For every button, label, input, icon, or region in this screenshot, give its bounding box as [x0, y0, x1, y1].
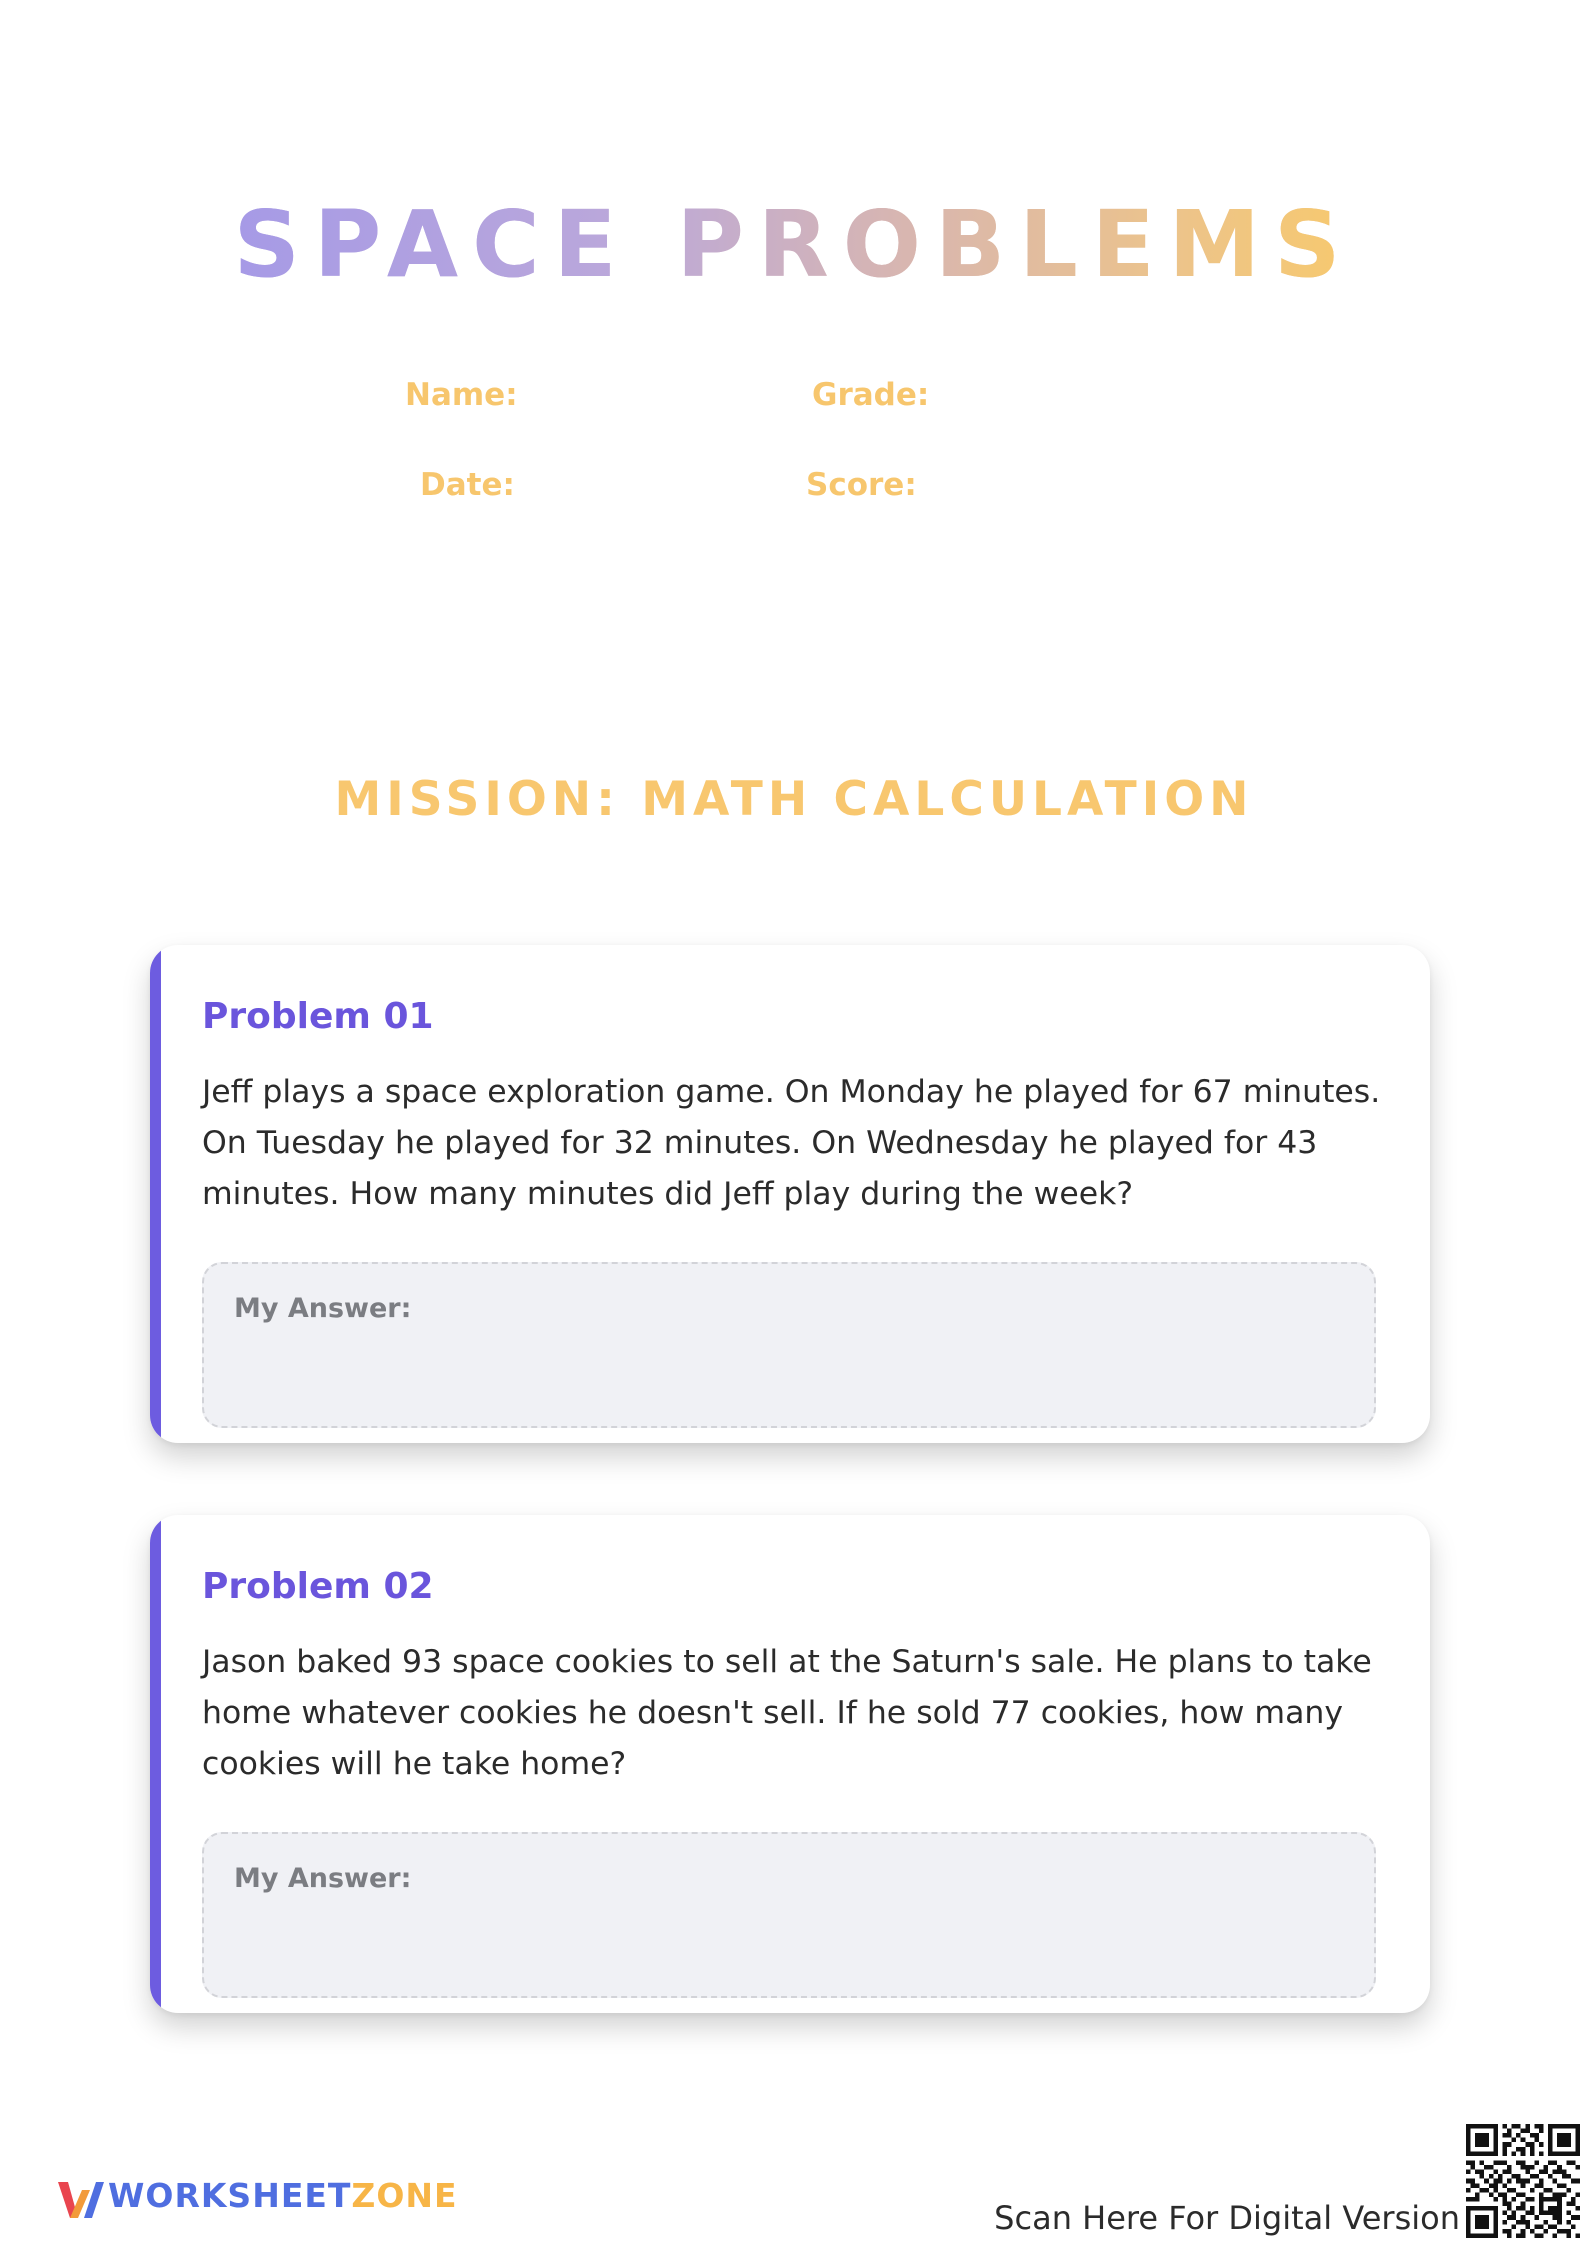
problem-text: Jeff plays a space exploration game. On Monday he played for 67 minutes. On Tuesday he played for 32 minutes. On Wednesday he played for 43 minutes. How many minutes did Jeff play during the week?: [202, 1074, 1381, 1212]
brand-name: [108, 2176, 458, 2216]
problem-title: Problem 02: [202, 1566, 434, 1607]
date-label: Date:: [420, 467, 515, 503]
scan-instruction: Scan Here For Digital Version: [994, 2199, 1460, 2237]
grade-label: Grade:: [812, 377, 930, 413]
score-label: Score:: [806, 467, 917, 503]
answer-label: My Answer:: [234, 1293, 412, 1324]
card-accent-bar: [150, 1515, 161, 2013]
problem-card-2: [150, 1515, 1430, 2013]
name-label: Name:: [405, 377, 518, 413]
qr-code-icon[interactable]: [1466, 2124, 1580, 2238]
answer-field[interactable]: [202, 1262, 1376, 1428]
answer-label: My Answer:: [234, 1863, 412, 1894]
answer-field[interactable]: [202, 1832, 1376, 1998]
page-title-text: SPACE PROBLEMS: [233, 191, 1355, 298]
problem-text: Jason baked 93 space cookies to sell at the Saturn's sale. He plans to take home whatever cookies he doesn't sell. If he sold 77 cookies, how many cookies will he take home?: [202, 1644, 1372, 1782]
problem-title: Problem 01: [202, 996, 434, 1037]
brand-name-part1: WORKSHEET: [108, 2176, 352, 2215]
section-heading: MISSION: MATH CALCULATION: [334, 772, 1254, 827]
brand-name-part2: ZONE: [351, 2176, 458, 2215]
problem-card-1: [150, 945, 1430, 1443]
page-title: [0, 190, 1588, 300]
card-accent-bar: [150, 945, 161, 1443]
